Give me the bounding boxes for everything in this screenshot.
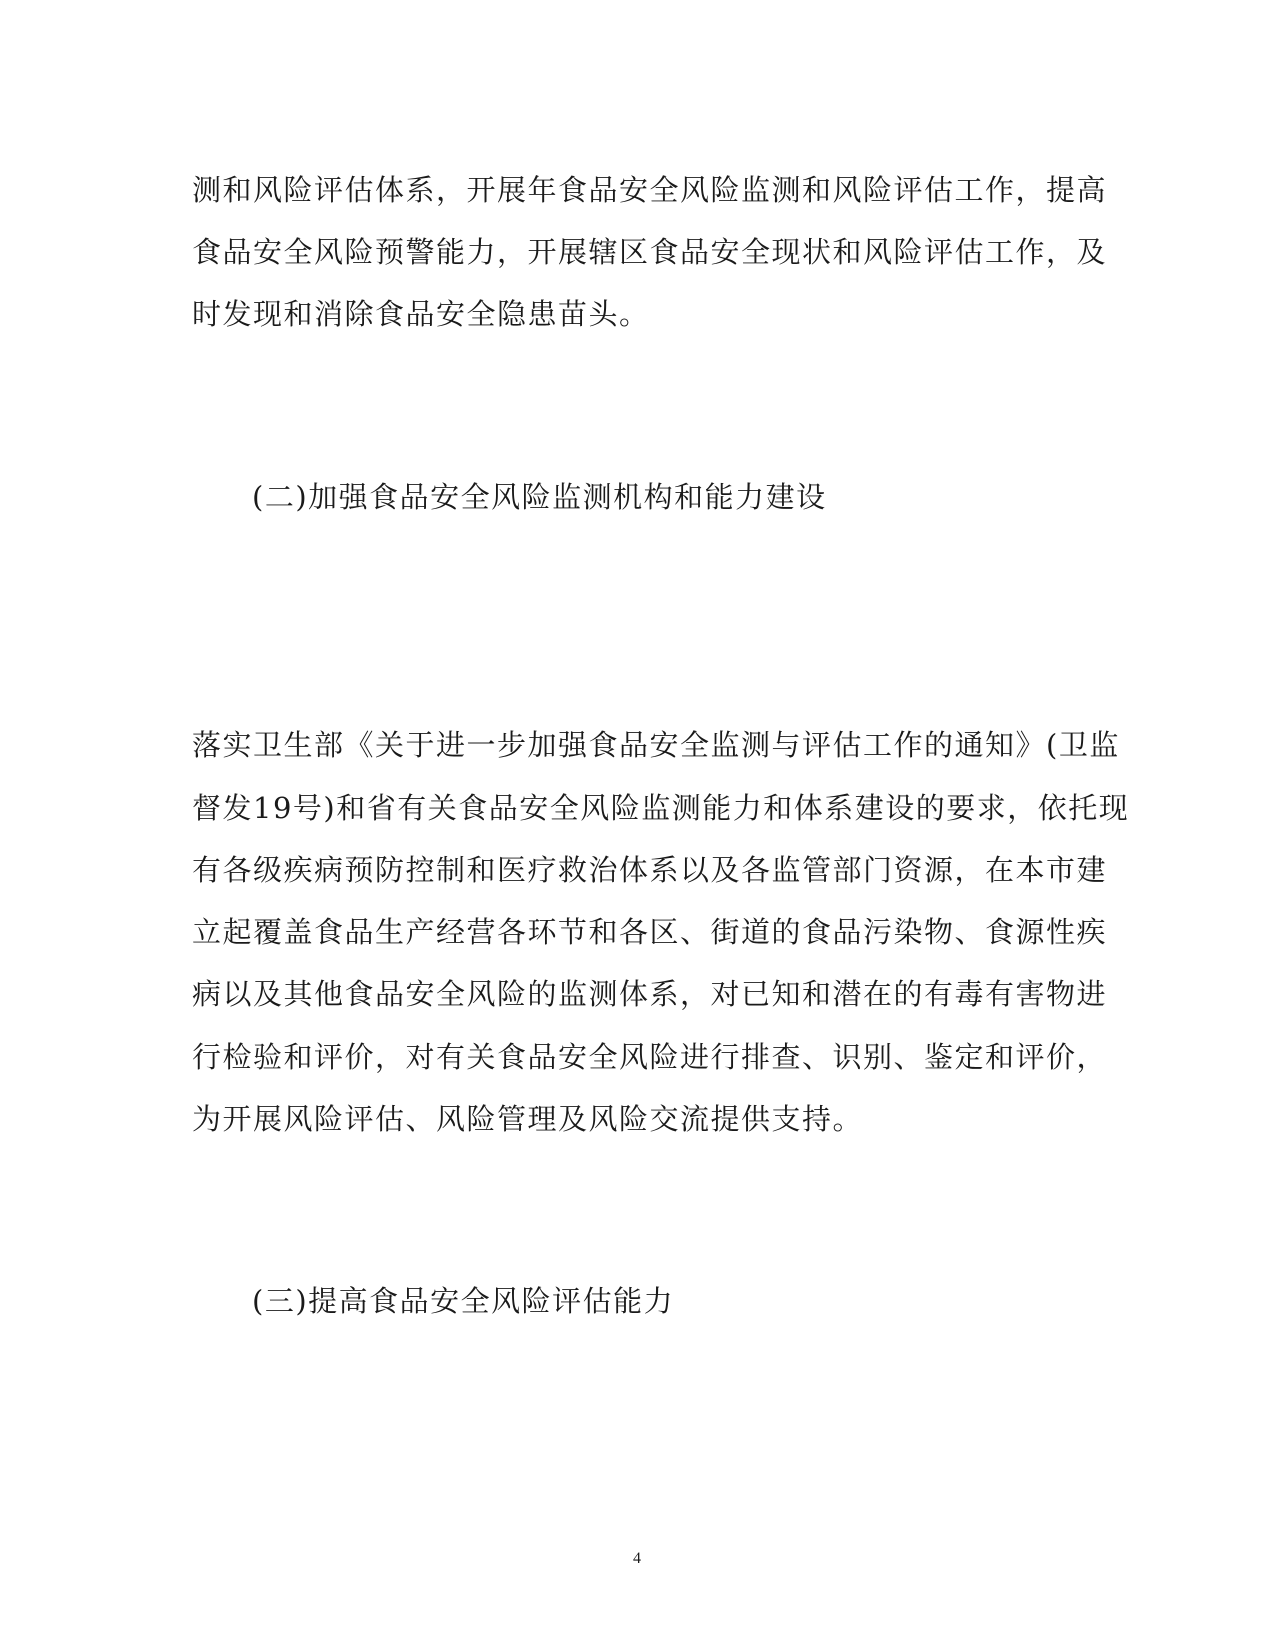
paragraph-2-line-3: 有各级疾病预防控制和医疗救治体系以及各监管部门资源，在本市建 [192, 853, 1108, 887]
paragraph-2-line-6: 行检验和评价，对有关食品安全风险进行排查、识别、鉴定和评价， [192, 1040, 1108, 1074]
paragraph-1-line-1: 测和风险评估体系，开展年食品安全风险监测和风险评估工作，提高 [192, 173, 1108, 207]
paragraph-2-line-4: 立起覆盖食品生产经营各环节和各区、街道的食品污染物、食源性疾 [192, 915, 1108, 949]
section-heading-3: (三)提高食品安全风险评估能力 [252, 1284, 675, 1318]
paragraph-2-line-5: 病以及其他食品安全风险的监测体系，对已知和潜在的有毒有害物进 [192, 977, 1108, 1011]
paragraph-1-line-2: 食品安全风险预警能力，开展辖区食品安全现状和风险评估工作，及 [192, 235, 1108, 269]
paragraph-1-line-3: 时发现和消除食品安全隐患苗头。 [192, 297, 650, 331]
paragraph-2-line-2: 督发19号)和省有关食品安全风险监测能力和体系建设的要求，依托现 [192, 791, 1130, 825]
paragraph-2-line-7: 为开展风险评估、风险管理及风险交流提供支持。 [192, 1102, 864, 1136]
paragraph-2-line-1: 落实卫生部《关于进一步加强食品安全监测与评估工作的通知》(卫监 [192, 728, 1120, 762]
section-heading-2: (二)加强食品安全风险监测机构和能力建设 [252, 480, 827, 514]
page-number: 4 [633, 1550, 641, 1567]
